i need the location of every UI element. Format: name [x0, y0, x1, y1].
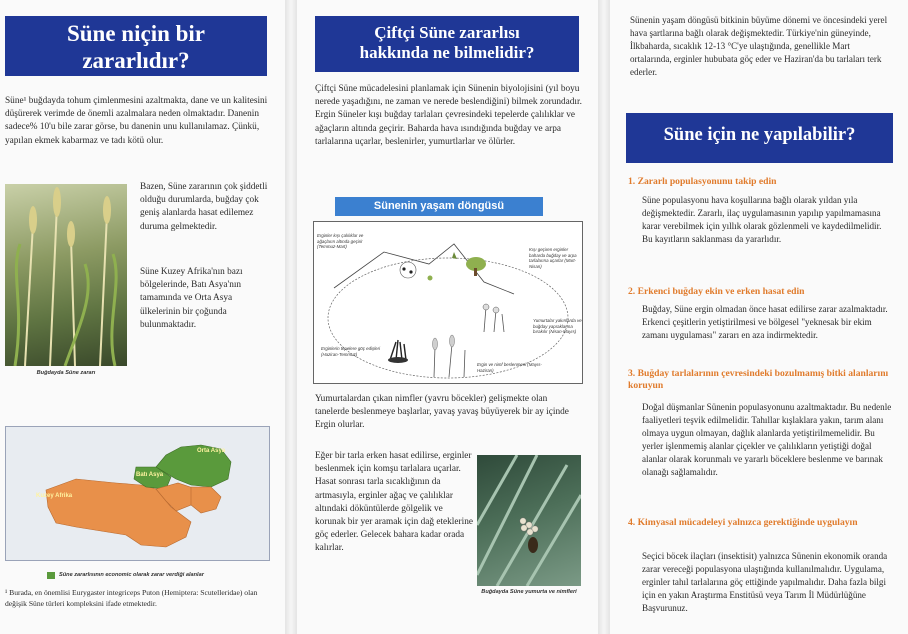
legend-swatch — [47, 572, 55, 579]
item3-body: Doğal düşmanlar Sünenin populasyonunu azaltmaktadır. Bu nedenle faaliyetleri teşvik edilmelidir. Tahıllar kışlaklara yakın, tarım alanı olmaya uygun olmayan, dağlık alanlarda yetiştirilmemelidir. Bu yerler işlenmemiş alanlar çiçekler ve çalılıkların yetiştiği doğal alanlar olarak korunmalı ve yararlı böceklere beslenme ve barınak olanağı sağlamalıdır. — [642, 402, 892, 477]
map-label-north-africa: Kuzey Afrika — [36, 493, 73, 499]
eggs-nymphs-photo — [477, 455, 581, 586]
item1-body: Süne populasyonu hava koşullarına bağlı olarak yıldan yıla değişmektedir. Zararlı, ilaç uygulamasının yapılıp yapılmamasına karar verebilmek için yıllık olarak gözlenmeli ve kaydedilmelidir. Bu kayıtların saklanması da yararlıdır. — [642, 195, 882, 244]
life-cycle-title: Sünenin yaşam döngüsü — [335, 197, 543, 216]
panel1-damage-paragraph: Bazen, Süne zararının çok şiddetli olduğu durumlarda, buğday çok geniş alanlarda hasat edilemez duruma gelmektedir. — [140, 182, 268, 232]
panel-right — [610, 0, 908, 634]
cycle-label-winter: Erginler kışı çalılıklar ve ağaçların altında geçirir (Temmuz-Mart) — [317, 233, 364, 249]
cycle-label-migration: Erginlerin tepelere göç edişleri (Haziran-Temmuz) — [321, 346, 381, 357]
map-legend-text: Süne zararlısının economic olarak zarar verdiği alanlar — [59, 572, 204, 578]
panel1-title: Süne niçin bir zararlıdır? — [5, 16, 267, 76]
wheat-damage-photo — [5, 184, 127, 366]
fold-2 — [598, 0, 610, 634]
map-label-west-asia: Batı Asya — [136, 472, 164, 478]
cycle-label-feeding: Ergin ve nimf beslenmesi (Mayıs-Haziran) — [477, 362, 542, 373]
cycle-label-eggs: Yumurtalar yakınlarda ve buğday yapraklarına bırakılır (Nisan-Mayıs) — [533, 318, 582, 334]
panel2-intro: Çiftçi Süne mücadelesini planlamak için Sünenin biyolojisini (yıl boyu nerede yaşadığını, ne zaman ve nerede beslendiğini) bilmek zorundadır. Ergin Süneler kışı buğday tarlaları çevresindeki tepelerde çalılıklar ve ağaçların altında geçirir. Baharda hava ısındığında buğday ve arpa tarlalarına uçarlar, beslenirler, yumurtlarlar ve ölürler. — [315, 84, 582, 147]
panel3-title: Süne için ne yapılabilir? — [626, 113, 893, 163]
panel1-intro: Süne¹ buğdayda tohum çimlenmesini azaltmakta, dane ve un kalitesini düşürerek verimde de önemli azalmalara neden olmaktadır. Danenin sadece% 10'u bile zarar görse, bu danenin unu kullanılamaz. Çünkü, yapılan ekmek kabarmaz ve tadı kötü olur. — [5, 96, 268, 146]
eggs-nymphs-caption: Buğdayda Süne yumurta ve nimfleri — [481, 589, 577, 595]
panel1-range-paragraph: Süne Kuzey Afrika'nın bazı bölgelerinde, Batı Asya'nın tamamında ve Orta Asya ülkelerinin bir çoğunda bulunmaktadır. — [140, 267, 243, 330]
panel2-harvest-paragraph: Eğer bir tarla erken hasat edilirse, erginler beslenmek için komşu tarlalara uçarlar. Hasat sonrası tarla sıcaklığının da artmasıyla, erginler ağaç ve çalılıklar altındaki döküntülerde gölgelik ve korunak bir yer aramak için dağ eteklerine göç ederler. Gelecek bahara kadar orada kalırlar. — [315, 451, 473, 554]
panel3-intro: Sünenin yaşam döngüsü bitkinin büyüme dönemi ve öncesindeki yerel hava şartlarına bağlı olarak değişmektedir. Türkiye'nin güneyinde, İlkbaharda, sıcaklık 12-13 °C'ye ulaştığında, genellikle Mart ortalarında, erginler hububata göç eder ve Haziran'da bu tarlaları terk ederler. — [630, 15, 888, 77]
item2-body: Buğday, Süne ergin olmadan önce hasat edilirse zarar azalmaktadır. Erkenci çeşitlerin yetiştirilmesi ve bölgesel "yeknesak bir ekim zamanı uygulaması" zararı en aza indirmektedir. — [642, 304, 888, 340]
item3-heading: 3. Buğday tarlalarının çevresindeki bozulmamış bitki alanlarını koruyun — [628, 368, 889, 392]
item4-heading: 4. Kimyasal mücadeleyi yalnızca gerektiğinde uygulayın — [628, 517, 858, 528]
panel2-nymphs-paragraph: Yumurtalardan çıkan nimfler (yavru böcekler) gelişmekte olan tanelerde beslenmeye başlarlar, yavaş yavaş büyüyerek bir ay içinde Ergin olurlar. — [315, 394, 569, 431]
cycle-label-spring-flight: Kışı geçiren erginler baharda buğday ve arpa tarlalarına uçarlar (Mart-Nisan) — [529, 247, 577, 269]
panel-left — [0, 0, 285, 634]
map-label-central-asia: Orta Asya — [197, 448, 226, 454]
fold-1 — [285, 0, 297, 634]
item4-body: Seçici böcek ilaçları (insektisit) yalnızca Sünenin ekonomik oranda zarar vereceği populasyona ulaştığında kullanılmalıdır. Uygulama, erginler tahıl tarlalarına göç ettiğinde yapılmalıdır. Daha fazla bilgi için en yakın Araştırma Enstitüsü veya Tarım İl Müdürlüğüne Başvurunuz. — [642, 551, 888, 613]
wheat-damage-caption: Buğdayda Süne zararı — [36, 370, 96, 376]
panel2-title: Çiftçi Süne zararlısı hakkında ne bilmelidir? — [315, 16, 579, 72]
item2-heading: 2. Erkenci buğday ekin ve erken hasat edin — [628, 286, 805, 297]
item1-heading: 1. Zararlı populasyonunu takip edin — [628, 176, 777, 187]
panel-middle — [297, 0, 598, 634]
panel1-footnote: ¹ Burada, en önemlisi Eurygaster integriceps Puton (Hemiptera: Scutelleridae) olan değişik Süne türleri kompleksini ifade etmektedir. — [5, 588, 258, 608]
